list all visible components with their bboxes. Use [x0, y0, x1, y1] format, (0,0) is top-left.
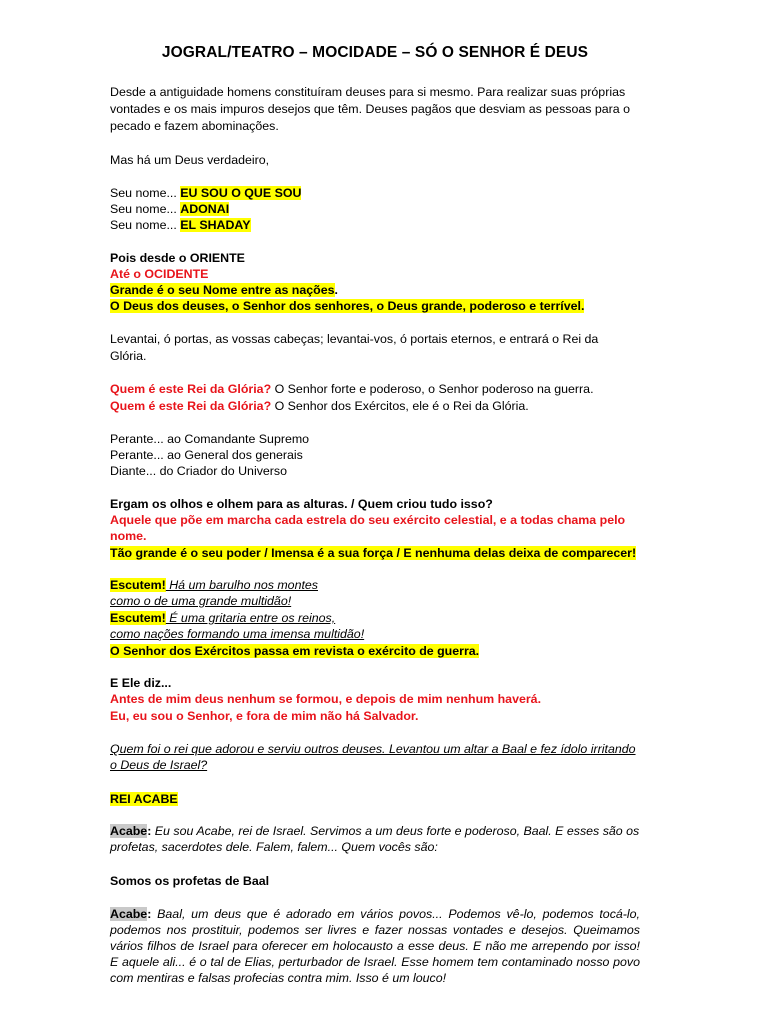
escutem-line-2: como o de uma grande multidão! [110, 594, 292, 608]
name-prefix: Seu nome... [110, 186, 181, 200]
acabe2-line-5: com mentiras e falsas profecias contra mim. Isso é um louco! [110, 971, 447, 985]
escutem-text: Há um barulho nos montes [165, 578, 318, 592]
escutem-line-4: como nações formando uma imensa multidão! [110, 627, 365, 641]
escutem-label: Escutem! [110, 578, 166, 592]
document-title: JOGRAL/TEATRO – MOCIDADE – SÓ O SENHOR É DEUS [161, 44, 589, 61]
speaker-label: Acabe [110, 907, 148, 921]
somos-profetas-line: Somos os profetas de Baal [110, 874, 270, 888]
intro-line-1: Desde a antiguidade homens constituíram deuses para si mesmo. Para realizar suas próprias [110, 85, 626, 99]
diante-line: Diante... do Criador do Universo [110, 464, 287, 478]
levantai-line-1: Levantai, ó portas, as vossas cabeças; levantai-vos, ó portais eternos, e entrará o Rei da [110, 332, 599, 346]
name-prefix: Seu nome... [110, 202, 181, 216]
quem-line-1 [110, 381, 594, 397]
deus-dos-deuses-highlight: O Deus dos deuses, o Senhor dos senhores, o Deus grande, poderoso e terrível. [110, 299, 585, 313]
senhor-exercitos-line [110, 643, 479, 659]
antes-de-mim-line: Antes de mim deus nenhum se formou, e depois de mim nenhum haverá. [110, 692, 542, 706]
acabe2-line-2: podemos nos prostituir, podemos ser livres e fazer nossas vontades e desejos. Queimamos [110, 923, 640, 937]
tao-grande-line [110, 545, 636, 561]
name-line-3 [110, 217, 251, 233]
escutem-label: Escutem! [110, 611, 166, 625]
speaker-colon: : [147, 824, 152, 838]
quem-question: Quem é este Rei da Glória? [110, 382, 272, 396]
intro-line-3: pecado e fazem abominações. [110, 119, 279, 133]
name-line-1 [110, 185, 301, 201]
name-highlight: EL SHADAY [180, 218, 251, 232]
grande-period: . [334, 283, 338, 297]
eu-sou-senhor-line: Eu, eu sou o Senhor, e fora de mim não há Salvador. [110, 709, 419, 723]
speaker-colon: : [147, 907, 152, 921]
rei-acabe-heading [110, 791, 178, 807]
levantai-line-2: Glória. [110, 349, 147, 363]
perante-line-2: Perante... ao General dos generais [110, 448, 303, 462]
acabe1-text: Eu sou Acabe, rei de Israel. Servimos a um deus forte e poderoso, Baal. E esses são os [151, 824, 640, 838]
senhor-exercitos-highlight: O Senhor dos Exércitos passa em revista o exército de guerra. [110, 644, 480, 658]
speaker-label: Acabe [110, 824, 148, 838]
grande-highlight: Grande é o seu Nome entre as nações [110, 283, 335, 297]
quem-answer: O Senhor forte e poderoso, o Senhor poderoso na guerra. [271, 382, 594, 396]
quem-foi-line-2: o Deus de Israel? [110, 758, 208, 772]
ele-diz-line: E Ele diz... [110, 676, 172, 690]
escutem-line-1 [110, 577, 318, 593]
acabe1-line-1 [110, 823, 639, 839]
name-highlight: EU SOU O QUE SOU [180, 186, 302, 200]
perante-line-1: Perante... ao Comandante Supremo [110, 432, 310, 446]
quem-line-2 [110, 398, 529, 414]
quem-question: Quem é este Rei da Glória? [110, 399, 272, 413]
escutem-line-3 [110, 610, 335, 626]
intro-line-2: vontades e os mais impuros desejos que têm. Deuses pagãos que desviam as pessoas para o [110, 102, 631, 116]
ocidente-line: Até o OCIDENTE [110, 267, 209, 281]
ergam-line: Ergam os olhos e olhem para as alturas. / Quem criou tudo isso? [110, 497, 493, 511]
acabe2-line-4: E aquele ali... é o tal de Elias, perturbador de Israel. Esse homem tem contaminado nosso povo [110, 955, 640, 969]
deus-dos-deuses-line [110, 298, 584, 314]
oriente-line: Pois desde o ORIENTE [110, 251, 245, 265]
name-line-2 [110, 201, 229, 217]
tao-grande-highlight: Tão grande é o seu poder / Imensa é a sua força / E nenhuma delas deixa de comparecer! [110, 546, 637, 560]
aquele-line-1: Aquele que põe em marcha cada estrela do seu exército celestial, e a todas chama pelo [110, 513, 626, 527]
name-highlight: ADONAI [180, 202, 230, 216]
name-prefix: Seu nome... [110, 218, 181, 232]
aquele-line-2: nome. [110, 529, 147, 543]
mas-line: Mas há um Deus verdadeiro, [110, 153, 270, 167]
quem-foi-line-1: Quem foi o rei que adorou e serviu outros deuses. Levantou um altar a Baal e fez ídolo irritando [110, 742, 636, 756]
acabe2-line-1 [110, 906, 640, 922]
acabe2-line-3: vários filhos de Israel para oferecer em holocausto a esse deus. E não me arrependo por isso! [110, 939, 640, 953]
rei-acabe-highlight: REI ACABE [110, 792, 178, 806]
escutem-text: É uma gritaria entre os reinos, [165, 611, 336, 625]
grande-line [110, 282, 338, 298]
acabe1-line-2: profetas, sacerdotes dele. Falem, falem... Quem vocês são: [110, 840, 438, 854]
quem-answer: O Senhor dos Exércitos, ele é o Rei da Glória. [271, 399, 529, 413]
acabe2-text: Baal, um deus que é adorado em vários povos... Podemos vê-lo, podemos tocá-lo, [151, 907, 640, 921]
